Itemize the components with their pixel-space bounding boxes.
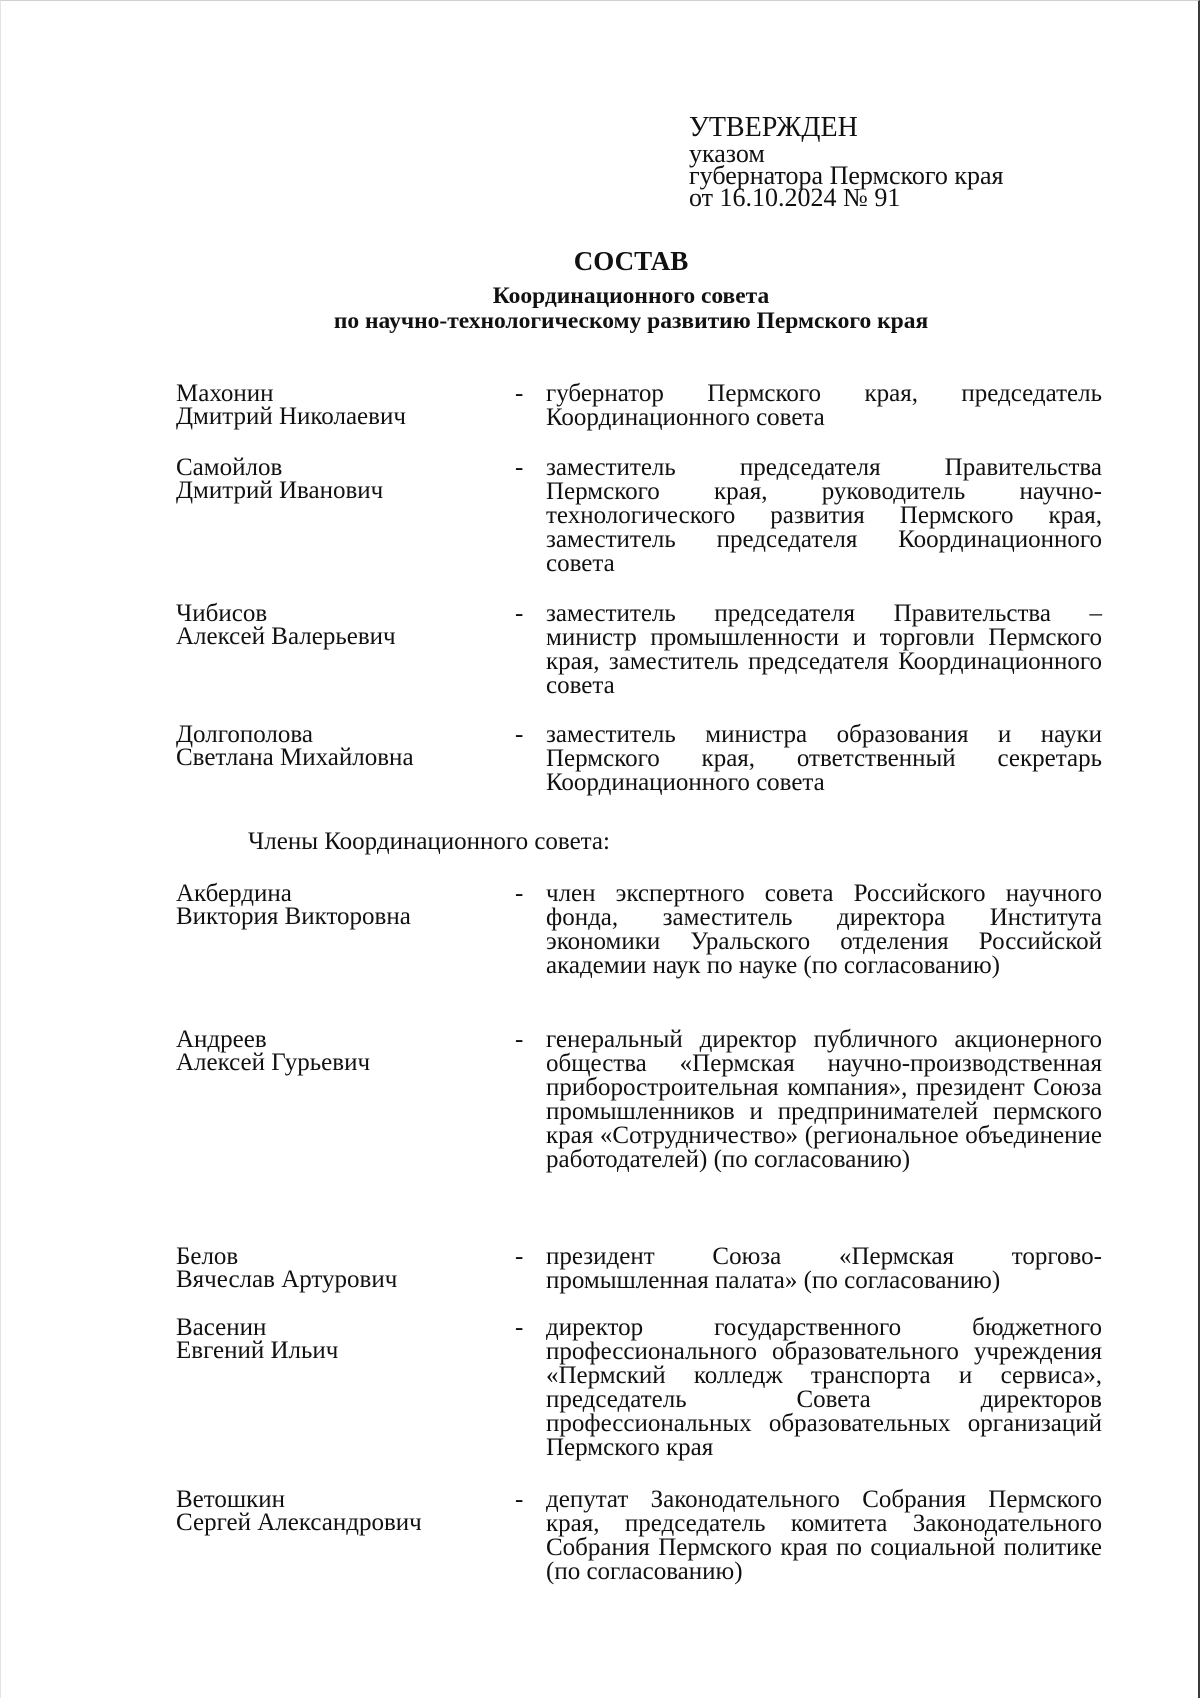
approval-word: УТВЕРЖДЕН <box>689 112 858 143</box>
person-name <box>176 382 496 428</box>
person-role: заместитель председателя Правительства – министр промышленности и торговли Пермского края, заместитель председателя Координационного совета <box>546 600 1102 699</box>
person-name <box>176 1316 496 1362</box>
document-title: СОСТАВ <box>573 246 689 276</box>
approval-date-number: от 16.10.2024 № 91 <box>689 183 901 212</box>
person-surname: Ветошкин <box>176 1486 286 1513</box>
separator-dash: - <box>515 600 524 627</box>
person-given-name: Алексей Гурьевич <box>176 1049 371 1076</box>
person-role: заместитель министра образования и науки Пермского края, ответственный секретарь Координационного совета <box>546 721 1102 796</box>
person-given-name: Вячеслав Артурович <box>176 1266 398 1293</box>
approval-stamp <box>689 112 1004 212</box>
person-surname: Акбердина <box>176 880 292 907</box>
person-name <box>176 602 496 648</box>
person-role: директор государственного бюджетного профессионального образовательного учреждения «Пермский колледж транспорта и сервиса», председатель Совета директоров профессиональных образовательных организаций Пермского края <box>546 1314 1102 1461</box>
person-given-name: Сергей Александрович <box>176 1509 422 1536</box>
document-subtitle <box>1 284 1200 334</box>
person-name <box>176 723 496 769</box>
person-role: президент Союза «Пермская торгово-промышленная палата» (по согласованию) <box>546 1243 1102 1294</box>
person-role: генеральный директор публичного акционерного общества «Пермская научно-производственная приборостроительная компания», президент Союза промышленников и предпринимателей пермского края «Сотрудничество» (региональное объединение работодателей) (по согласованию) <box>546 1026 1102 1173</box>
person-surname: Махонин <box>176 380 274 407</box>
person-surname: Долгополова <box>176 721 313 748</box>
separator-dash: - <box>515 1314 524 1341</box>
person-given-name: Дмитрий Николаевич <box>176 403 406 430</box>
person-role: губернатор Пермского края, председатель Координационного совета <box>546 380 1102 431</box>
separator-dash: - <box>515 1026 524 1053</box>
separator-dash: - <box>515 454 524 481</box>
separator-dash: - <box>515 1243 524 1270</box>
person-given-name: Виктория Викторовна <box>176 903 411 930</box>
person-name <box>176 882 496 928</box>
separator-dash: - <box>515 880 524 907</box>
person-name <box>176 456 496 502</box>
separator-dash: - <box>515 1486 524 1513</box>
subtitle-line-1: Координационного совета <box>492 283 770 309</box>
person-surname: Самойлов <box>176 454 283 481</box>
approval-by-decree: указом <box>689 139 765 168</box>
person-role: заместитель председателя Правительства Пермского края, руководитель научно-технологического развития Пермского края, заместитель председателя Координационного совета <box>546 454 1102 577</box>
person-given-name: Евгений Ильич <box>176 1337 339 1364</box>
person-surname: Андреев <box>176 1026 267 1053</box>
person-given-name: Дмитрий Иванович <box>176 477 384 504</box>
person-role: депутат Законодательного Собрания Пермского края, председатель комитета Законодательного Собрания Пермского края по социальной политике (по согласованию) <box>546 1486 1102 1585</box>
person-surname: Васенин <box>176 1314 267 1341</box>
person-given-name: Алексей Валерьевич <box>176 623 396 650</box>
separator-dash: - <box>515 380 524 407</box>
members-heading: Члены Координационного совета: <box>248 828 610 855</box>
person-surname: Чибисов <box>176 600 268 627</box>
person-name <box>176 1245 496 1291</box>
person-surname: Белов <box>176 1243 239 1270</box>
person-role: член экспертного совета Российского научного фонда, заместитель директора Института экономики Уральского отделения Российской академии наук по науке (по согласованию) <box>546 880 1102 979</box>
person-name <box>176 1028 496 1074</box>
person-given-name: Светлана Михайловна <box>176 744 414 771</box>
person-name <box>176 1488 496 1534</box>
subtitle-line-2: по научно-технологическому развитию Пермского края <box>333 308 929 334</box>
approval-governor: губернатора Пермского края <box>689 161 1004 190</box>
separator-dash: - <box>515 721 524 748</box>
